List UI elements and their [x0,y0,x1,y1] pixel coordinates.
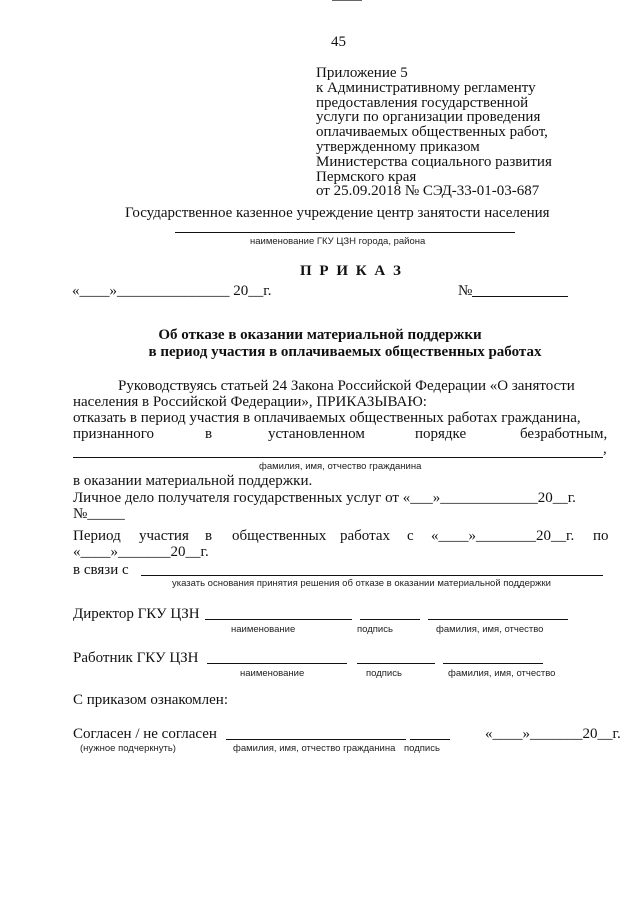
body-word: участия [139,528,189,544]
agree-label: Согласен / не согласен [73,726,217,742]
appendix-block [316,66,552,199]
body-text: Руководствуясь статьей 24 Закона Российской Федерации «О занятости [118,378,575,394]
citizen-comma: , [603,441,607,457]
body-word: общественных [232,528,327,544]
appendix-line: Приложение 5 [316,65,408,81]
appendix-line: Министерства социального развития [316,153,552,170]
appendix-line: утвержденному приказом [316,138,480,155]
body-word: порядке [415,426,467,442]
appendix-line: к Административному регламенту [316,79,536,96]
subject-line: в период участия в оплачиваемых общественных работах [148,344,542,360]
caption-sign: подпись [366,668,402,679]
body-word: установленном [268,426,365,442]
body-text: отказать в период участия в оплачиваемых общественных работах гражданина, [73,410,581,426]
appendix-line: Пермского края [316,168,417,185]
appendix-line: от 25.09.2018 № СЭД-33-01-03-687 [316,183,540,200]
body-text: в оказании материальной поддержки. [73,473,313,489]
caption-name: наименование [231,624,296,635]
body-text: населения в Российской Федерации», ПРИКАЗЫВАЮ: [73,394,427,410]
worker-sign-line [357,663,435,664]
agree-citizen-line [226,739,406,740]
worker-label: Работник ГКУ ЦЗН [73,650,199,666]
reason-label: в связи с [73,562,129,578]
body-word: признанного [73,426,154,442]
order-number-label: № [458,283,473,299]
body-word: работах [340,528,390,544]
body-word: по [593,528,609,544]
institution-caption: наименование ГКУ ЦЗН города, района [250,236,426,247]
reason-line [141,575,603,576]
reason-caption: указать основания принятия решения об отказе в оказании материальной поддержки [172,578,551,589]
period-end: «____»_______20__г. [73,544,209,560]
appendix-line: предоставления государственной [316,94,529,111]
caption-fio: фамилия, имя, отчество [448,668,556,679]
body-word: в [205,426,213,442]
body-word: с [407,528,414,544]
personal-file-number: №_____ [73,506,125,522]
worker-name-line [207,663,347,664]
acknowledgement-label: С приказом ознакомлен: [73,692,229,708]
agree-date: «____»_______20__г. [485,726,621,742]
worker-fio-line [443,663,543,664]
institution-name: Государственное казенное учреждение центр занятости населения [125,205,550,221]
caption-fio: фамилия, имя, отчество [436,624,544,635]
appendix-line: оплачиваемых общественных работ, [316,124,548,141]
order-number-line [472,296,568,297]
caption-name: наименование [240,668,305,679]
director-label: Директор ГКУ ЦЗН [73,606,200,622]
director-sign-line [360,619,420,620]
institution-underline [175,232,515,233]
agree-sign-caption: подпись [404,743,440,754]
citizen-name-line [73,457,603,458]
caption-sign: подпись [357,624,393,635]
underline-note: (нужное подчеркнуть) [80,743,176,754]
body-word: «____»________20__г. [431,528,575,544]
order-date: «____»_______________ 20__г. [72,283,272,299]
agree-sign-line [410,739,450,740]
body-word: Период [73,528,121,544]
body-word: в [205,528,213,544]
director-name-line [205,619,352,620]
personal-file: Личное дело получателя государственных услуг от «___»_____________20__г. [73,490,576,506]
top-rule [332,0,362,1]
order-title: П Р И К А З [300,263,403,279]
appendix-line: услуги по организации проведения [316,109,541,126]
agree-citizen-caption: фамилия, имя, отчество гражданина [233,743,396,754]
body-word: безработным, [520,426,608,442]
citizen-caption: фамилия, имя, отчество гражданина [259,461,422,472]
subject-line: Об отказе в оказании материальной поддержки [158,327,482,343]
page-number: 45 [331,34,346,50]
director-fio-line [428,619,568,620]
